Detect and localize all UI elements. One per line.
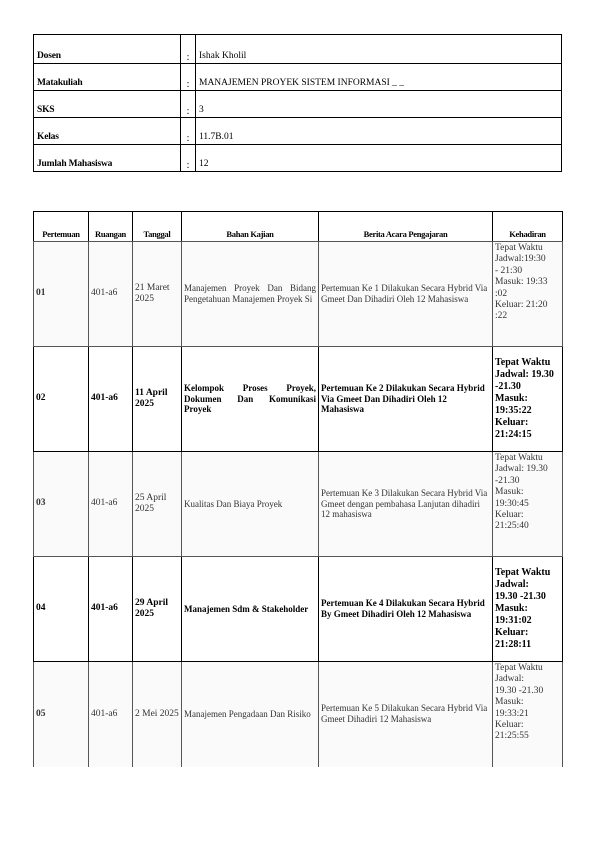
kehadiran-line: Jadwal:19:30 [495, 254, 546, 265]
info-value: MANAJEMEN PROYEK SISTEM INFORMASI _ _ [196, 64, 562, 91]
info-value: 12 [196, 145, 562, 172]
table-row [34, 452, 563, 557]
kehadiran-line: Masuk: 19:33 [495, 277, 548, 288]
kehadiran-line: Keluar: 21:20 [495, 299, 548, 310]
cell-bahan-kajian: Kualitas Dan Biaya Proyek [182, 452, 319, 557]
info-row-dosen [34, 35, 562, 64]
cell-ruangan: 401-a6 [89, 452, 133, 557]
kehadiran-line: 21:28:11 [495, 638, 532, 650]
header-berita-acara: Berita Acara Pengajaran [319, 212, 493, 242]
cell-bahan-kajian: Manajemen Proyek Dan Bidang Pengetahuan Manajemen Proyek Si [182, 242, 319, 347]
kehadiran-line: 19:31:02 [495, 614, 532, 626]
attendance-header-row [34, 212, 563, 242]
kehadiran-line: Jadwal: [495, 578, 529, 590]
info-label: Jumlah Mahasiswa [34, 145, 181, 172]
info-value: Ishak Kholil [196, 35, 562, 64]
kehadiran-line: Keluar: [495, 626, 529, 638]
cell-berita-acara: Pertemuan Ke 1 Dilakukan Secara Hybrid Via Gmeet Dan Dihadiri Oleh 12 Mahasiswa [319, 242, 493, 347]
cell-ruangan: 401-a6 [89, 662, 133, 767]
kehadiran-line: 19:35:22 [495, 404, 532, 416]
info-row-kelas [34, 118, 562, 145]
cell-bahan-kajian: Kelompok Proses Proyek, Dokumen Dan Komunikasi Proyek [182, 347, 319, 452]
cell-pertemuan: 03 [34, 452, 89, 557]
kehadiran-line: 21:25:40 [495, 521, 529, 532]
header-pertemuan: Pertemuan [34, 212, 89, 242]
kehadiran-line: -21.30 [495, 475, 520, 486]
kehadiran-line: Tepat Waktu [495, 566, 551, 578]
kehadiran-line: Masuk: [495, 697, 524, 708]
info-label: Matakuliah [34, 64, 181, 91]
table-row [34, 662, 563, 767]
info-label: Kelas [34, 118, 181, 145]
kehadiran-line: Tepat Waktu [495, 356, 551, 368]
header-bahan-kajian: Bahan Kajian [182, 212, 319, 242]
info-colon: : [181, 64, 196, 91]
cell-pertemuan: 01 [34, 242, 89, 347]
cell-berita-acara: Pertemuan Ke 3 Dilakukan Secara Hybrid Via Gmeet dengan pembahasa Lanjutan dihadiri 12 mahasiswa [319, 452, 493, 557]
cell-berita-acara: Pertemuan Ke 2 Dilakukan Secara Hybrid Via Gmeet Dan Dihadiri Oleh 12 Mahasiswa [319, 347, 493, 452]
cell-ruangan: 401-a6 [89, 242, 133, 347]
cell-tanggal: 2 Mei 2025 [133, 662, 182, 767]
table-row [34, 557, 563, 662]
kehadiran-line: :22 [495, 311, 508, 322]
cell-bahan-kajian: Manajemen Sdm & Stakeholder [182, 557, 319, 662]
cell-kehadiran [493, 662, 563, 767]
attendance-table [33, 211, 563, 767]
kehadiran-line: - 21:30 [495, 265, 523, 276]
info-row-sks [34, 91, 562, 118]
header-ruangan: Ruangan [89, 212, 133, 242]
cell-tanggal: 25 April 2025 [133, 452, 182, 557]
header-tanggal: Tanggal [133, 212, 182, 242]
kehadiran-line: 19.30 -21.30 [495, 685, 544, 696]
kehadiran-line: 19:30:45 [495, 498, 529, 509]
kehadiran-line: 19:33:21 [495, 708, 529, 719]
cell-ruangan: 401-a6 [89, 347, 133, 452]
info-colon: : [181, 91, 196, 118]
cell-tanggal: 11 April 2025 [133, 347, 182, 452]
info-value: 3 [196, 91, 562, 118]
cell-pertemuan: 02 [34, 347, 89, 452]
cell-bahan-kajian: Manajemen Pengadaan Dan Risiko [182, 662, 319, 767]
header-kehadiran: Kehadiran [493, 212, 563, 242]
info-colon: : [181, 145, 196, 172]
kehadiran-line: Keluar: [495, 416, 529, 428]
cell-tanggal: 29 April 2025 [133, 557, 182, 662]
kehadiran-line: 21:25:55 [495, 731, 529, 742]
kehadiran-line: Masuk: [495, 487, 524, 498]
kehadiran-line: Jadwal: 19.30 [495, 464, 548, 475]
cell-pertemuan: 04 [34, 557, 89, 662]
cell-kehadiran [493, 452, 563, 557]
info-value: 11.7B.01 [196, 118, 562, 145]
kehadiran-line: Keluar: [495, 509, 524, 520]
info-colon: : [181, 118, 196, 145]
cell-kehadiran [493, 557, 563, 662]
kehadiran-line: Keluar: [495, 719, 524, 730]
cell-kehadiran [493, 347, 563, 452]
kehadiran-line: Jadwal: 19.30 [495, 368, 554, 380]
table-row [34, 347, 563, 452]
info-colon: : [181, 35, 196, 64]
cell-berita-acara: Pertemuan Ke 5 Dilakukan Secara Hybrid Via Gmeet Dihadiri 12 Mahasiswa [319, 662, 493, 767]
kehadiran-line: 21:24:15 [495, 428, 532, 440]
kehadiran-line: Tepat Waktu [495, 453, 543, 463]
info-row-matakuliah [34, 64, 562, 91]
kehadiran-line: Tepat Waktu [495, 663, 543, 673]
cell-kehadiran [493, 242, 563, 347]
info-row-jumlah-mahasiswa [34, 145, 562, 172]
course-info-table [33, 34, 562, 172]
kehadiran-line: :02 [495, 288, 508, 299]
cell-pertemuan: 05 [34, 662, 89, 767]
kehadiran-line: Tepat Waktu [495, 243, 543, 253]
kehadiran-line: Masuk: [495, 602, 528, 614]
cell-berita-acara: Pertemuan Ke 4 Dilakukan Secara Hybrid By Gmeet Dihadiri Oleh 12 Mahasiswa [319, 557, 493, 662]
kehadiran-line: -21.30 [495, 380, 521, 392]
kehadiran-line: Masuk: [495, 392, 528, 404]
cell-tanggal: 21 Maret 2025 [133, 242, 182, 347]
kehadiran-line: Jadwal: [495, 674, 525, 685]
cell-ruangan: 401-a6 [89, 557, 133, 662]
info-label: Dosen [34, 35, 181, 64]
kehadiran-line: 19.30 -21.30 [495, 590, 546, 602]
info-label: SKS [34, 91, 181, 118]
table-row [34, 242, 563, 347]
